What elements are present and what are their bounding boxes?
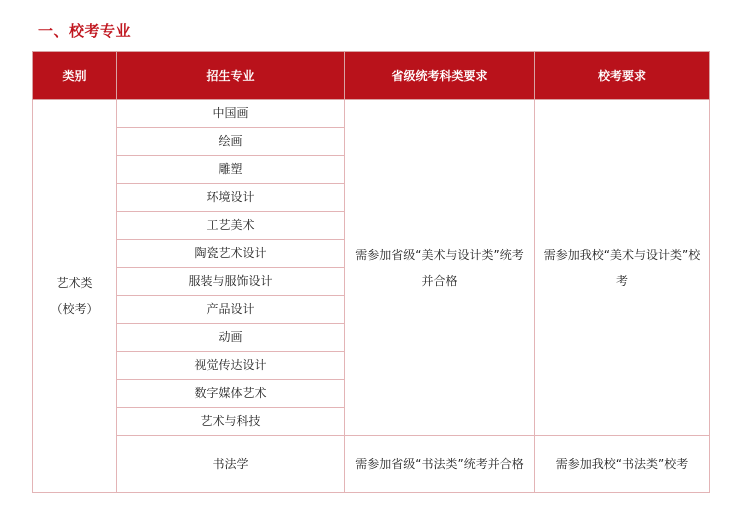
category-cell — [33, 100, 117, 493]
table-row — [33, 436, 710, 493]
major-cell: 陶瓷艺术设计 — [117, 240, 345, 268]
header-provincial-requirement: 省级统考科类要求 — [345, 52, 535, 100]
major-cell: 工艺美术 — [117, 212, 345, 240]
major-cell: 中国画 — [117, 100, 345, 128]
major-cell: 产品设计 — [117, 296, 345, 324]
calligraphy-school-requirement: 需参加我校“书法类”校考 — [535, 436, 710, 493]
major-cell: 环境设计 — [117, 184, 345, 212]
header-category: 类别 — [33, 52, 117, 100]
table-row — [33, 100, 710, 128]
calligraphy-provincial-requirement: 需参加省级“书法类”统考并合格 — [345, 436, 535, 493]
major-cell: 艺术与科技 — [117, 408, 345, 436]
art-provincial-requirement: 需参加省级“美术与设计类”统考并合格 — [345, 100, 535, 436]
header-major: 招生专业 — [117, 52, 345, 100]
major-cell: 绘画 — [117, 128, 345, 156]
major-cell: 书法学 — [117, 436, 345, 493]
section-title: 一、校考专业 — [38, 22, 132, 40]
major-cell: 雕塑 — [117, 156, 345, 184]
major-cell: 动画 — [117, 324, 345, 352]
major-cell: 数字媒体艺术 — [117, 380, 345, 408]
major-cell: 视觉传达设计 — [117, 352, 345, 380]
major-cell: 服装与服饰设计 — [117, 268, 345, 296]
header-school-requirement: 校考要求 — [535, 52, 710, 100]
majors-table — [32, 51, 710, 493]
table-header-row — [33, 52, 710, 100]
category-note: （校考） — [50, 302, 99, 316]
art-school-requirement: 需参加我校“美术与设计类”校考 — [535, 100, 710, 436]
category-label: 艺术类 — [56, 276, 93, 290]
